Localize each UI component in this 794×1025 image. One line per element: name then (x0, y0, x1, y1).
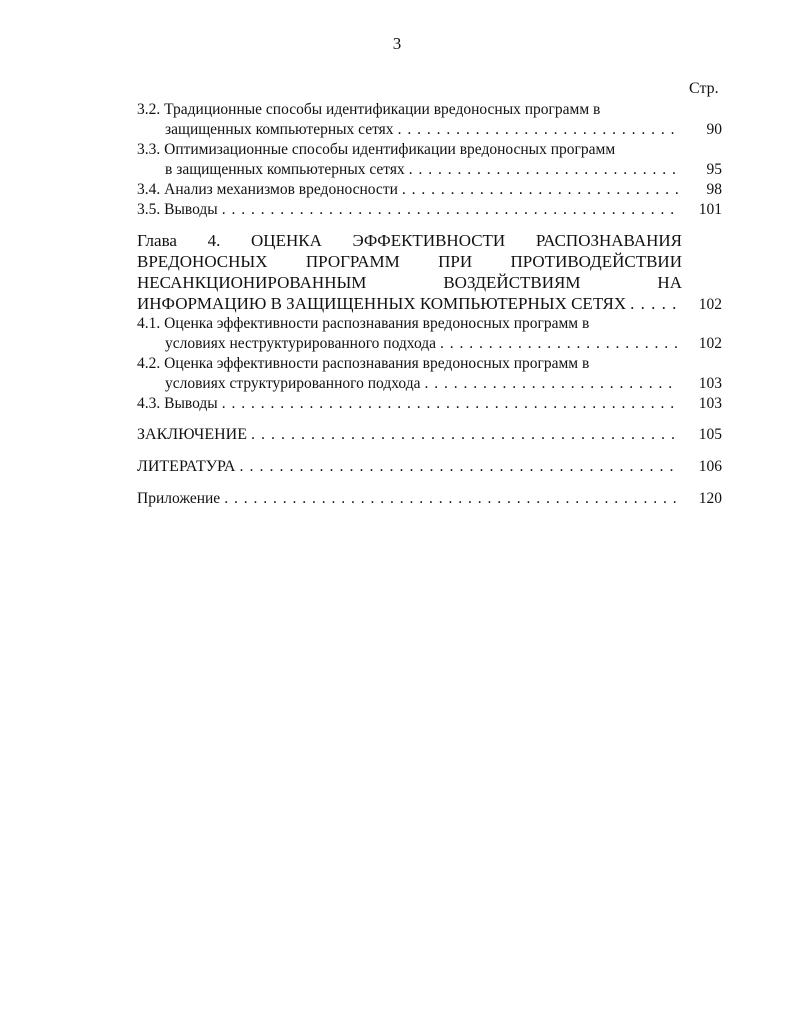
chapter-word: ПРОТИВОДЕЙСТВИИ (510, 252, 682, 271)
dot-leader (239, 456, 678, 478)
toc-entry-text-cont: условиях неструктурированного подхода (165, 335, 437, 352)
toc-entry-text: 4.2. Оценка эффективности распознавания вредоносных программ в (137, 355, 590, 372)
toc-entry-text: 3.2. Традиционные способы идентификации вредоносных программ в (137, 101, 601, 118)
toc-entry-text: 3.3. Оптимизационные способы идентификации вредоносных программ (137, 141, 616, 158)
dot-leader (222, 394, 678, 414)
page-number: 3 (392, 34, 402, 53)
toc-page-number: 103 (698, 375, 722, 392)
chapter-title-end: ИНФОРМАЦИЮ В ЗАЩИЩЕННЫХ КОМПЬЮТЕРНЫХ СЕТЯХ (137, 294, 627, 313)
toc-entry-text: 4.3. Выводы (137, 395, 218, 412)
toc-entry-4-2 (137, 354, 722, 394)
dot-leader (398, 120, 678, 140)
dot-leader (630, 293, 678, 314)
chapter-word: ЭФФЕКТИВНОСТИ (352, 231, 506, 250)
chapter-word: ВРЕДОНОСНЫХ (137, 252, 268, 271)
toc-page-number: 102 (698, 335, 722, 352)
toc-page-number: 95 (706, 161, 722, 178)
toc-appendix (137, 488, 722, 510)
toc-page-number: 101 (698, 201, 722, 218)
pages-column-header: Стр. (689, 80, 719, 97)
toc-entry-text-cont: условиях структурированного подхода (165, 375, 421, 392)
toc-entry-text: ЛИТЕРАТУРА (137, 458, 236, 475)
toc-entry-3-4 (137, 180, 722, 200)
toc-conclusion (137, 424, 722, 446)
toc-entry-text: Приложение (137, 490, 221, 507)
chapter-word: ПРИ (438, 252, 473, 271)
dot-leader (409, 160, 678, 180)
chapter-word: 4. (207, 231, 221, 250)
toc-page-number: 105 (698, 426, 722, 443)
toc-page-number: 90 (706, 121, 722, 138)
toc-literature (137, 456, 722, 478)
dot-leader (424, 374, 678, 394)
chapter-word: ВОЗДЕЙСТВИЯМ (443, 273, 581, 292)
toc-page-number: 103 (698, 395, 722, 412)
toc-entry-3-3 (137, 140, 722, 180)
chapter-word: НА (657, 273, 682, 292)
dot-leader (440, 334, 678, 354)
toc-entry-4-1 (137, 314, 722, 354)
toc-entry-text-cont: защищенных компьютерных сетях (165, 121, 394, 138)
toc-entry-text: 3.5. Выводы (137, 201, 218, 218)
toc-entry-text-cont: в защищенных компьютерных сетях (165, 161, 405, 178)
toc-entry-3-5 (137, 200, 722, 220)
toc-page-number: 102 (698, 296, 722, 313)
toc-page-number: 98 (706, 181, 722, 198)
toc-entry-3-2 (137, 100, 722, 140)
chapter-word: ОЦЕНКА (251, 231, 322, 250)
chapter-word: Глава (137, 231, 177, 250)
toc-entry-text: ЗАКЛЮЧЕНИЕ (137, 426, 247, 443)
chapter-word: РАСПОЗНАВАНИЯ (535, 231, 682, 250)
toc-page-number: 106 (698, 458, 722, 475)
chapter-word: ПРОГРАММ (305, 252, 400, 271)
toc-entry-4-3 (137, 394, 722, 414)
toc-entry-text: 3.4. Анализ механизмов вредоносности (137, 181, 398, 198)
dot-leader (224, 488, 678, 510)
toc-page-number: 120 (698, 490, 722, 507)
dot-leader (222, 200, 678, 220)
toc-chapter-4 (137, 230, 722, 314)
dot-leader (251, 424, 678, 446)
chapter-word: НЕСАНКЦИОНИРОВАННЫМ (137, 273, 367, 292)
dot-leader (402, 180, 678, 200)
table-of-contents (137, 100, 722, 510)
toc-entry-text: 4.1. Оценка эффективности распознавания вредоносных программ в (137, 315, 590, 332)
